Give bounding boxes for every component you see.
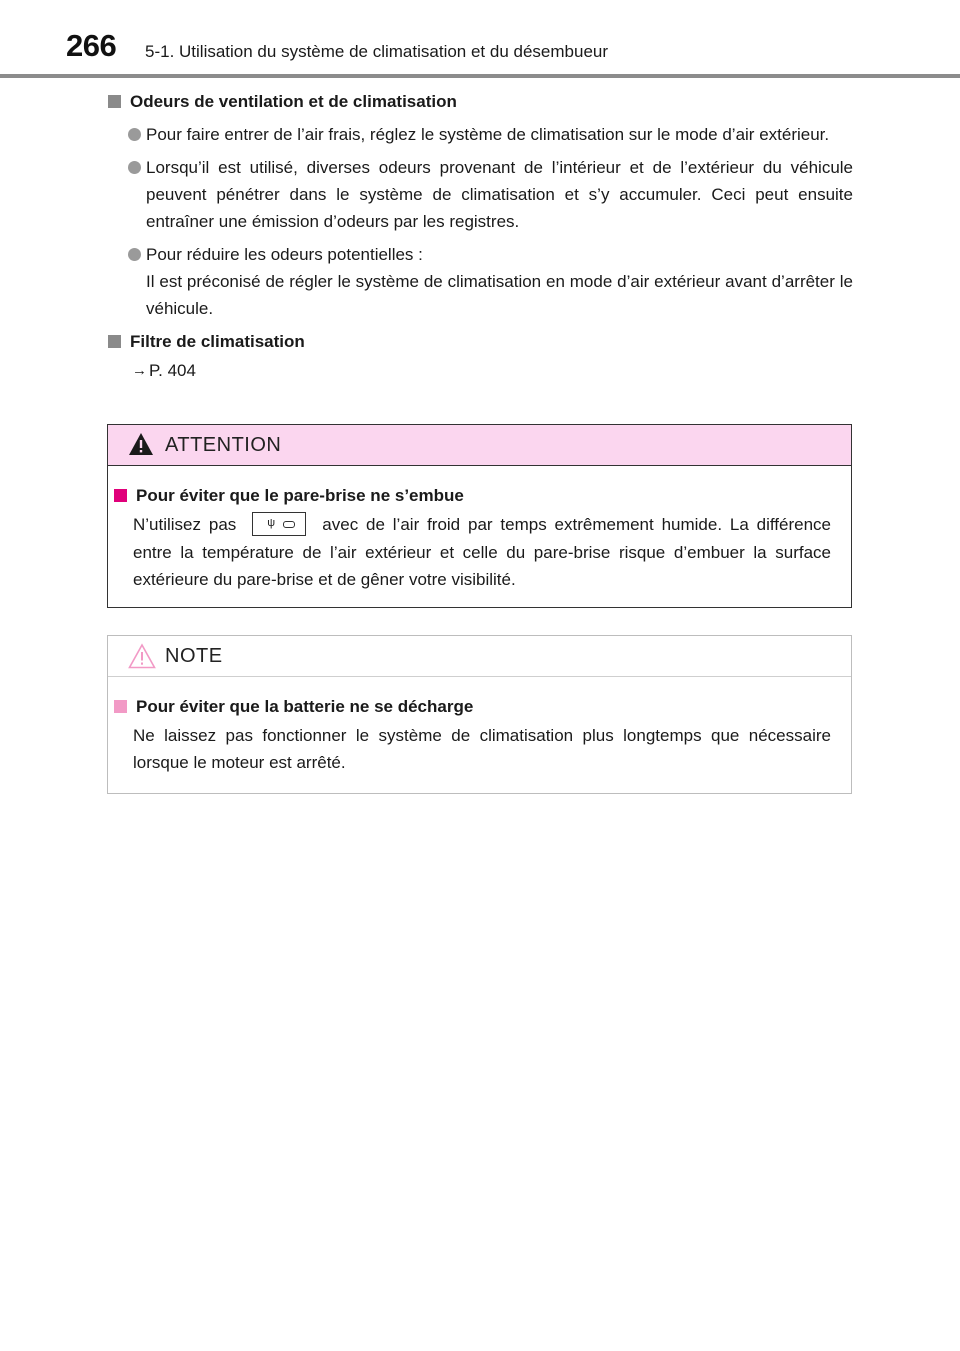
note-subheading bbox=[114, 693, 831, 720]
square-bullet-icon bbox=[108, 95, 121, 108]
page-number: 266 bbox=[66, 28, 117, 63]
section-title: Odeurs de ventilation et de climatisation bbox=[130, 92, 457, 111]
attention-title: ATTENTION bbox=[165, 434, 282, 456]
attention-text-before: N’utilisez pas bbox=[133, 515, 237, 534]
note-box bbox=[107, 635, 852, 794]
attention-header bbox=[108, 425, 851, 466]
header-rule bbox=[0, 74, 960, 78]
windshield-defogger-icon: ψ bbox=[252, 512, 306, 536]
attention-text bbox=[114, 511, 831, 593]
list-item bbox=[108, 121, 853, 148]
page-reference[interactable] bbox=[108, 355, 853, 385]
square-bullet-icon bbox=[114, 700, 127, 713]
section-title: Filtre de climatisation bbox=[130, 332, 305, 351]
page-header bbox=[0, 0, 960, 80]
main-content bbox=[108, 88, 853, 385]
note-subhead: Pour éviter que la batterie ne se décharge bbox=[136, 697, 474, 716]
note-body bbox=[108, 677, 851, 776]
bullet-text: Lorsqu’il est utilisé, diverses odeurs provenant de l’intérieur et de l’extérieur du véhicule peuvent pénétrer dans le système de climatisation et s’y accumuler. Ceci peut ensuite entraîner une émission d’odeurs par les registres. bbox=[146, 158, 853, 231]
round-bullet-icon bbox=[128, 248, 141, 261]
list-item bbox=[108, 154, 853, 235]
square-bullet-icon bbox=[114, 489, 127, 502]
bullet-text: Pour réduire les odeurs potentielles : bbox=[146, 245, 423, 264]
round-bullet-icon bbox=[128, 161, 141, 174]
bullet-text: Il est préconisé de régler le système de climatisation en mode d’air extérieur avant d’arrêter le véhicule. bbox=[146, 272, 853, 318]
attention-body bbox=[108, 466, 851, 593]
chapter-title: 5-1. Utilisation du système de climatisation et du désembueur bbox=[145, 42, 609, 61]
list-item bbox=[108, 241, 853, 322]
attention-subhead: Pour éviter que le pare-brise ne s’embue bbox=[136, 486, 464, 505]
square-bullet-icon bbox=[108, 335, 121, 348]
note-header bbox=[108, 636, 851, 677]
bullet-text: Pour faire entrer de l’air frais, réglez le système de climatisation sur le mode d’air extérieur. bbox=[146, 125, 830, 144]
reference-text[interactable]: P. 404 bbox=[149, 360, 196, 380]
note-title: NOTE bbox=[165, 645, 223, 667]
arrow-right-icon: → bbox=[132, 361, 147, 379]
attention-text-after: avec de l’air froid par temps extrêmement humide. La différence entre la température de l’air extérieur et celle du pare-brise risque d’embuer la surface extérieure du pare-brise et de gêner votre visibilité. bbox=[133, 515, 831, 590]
section-heading bbox=[108, 88, 853, 115]
caution-triangle-icon bbox=[128, 643, 156, 669]
note-text: Ne laissez pas fonctionner le système de climatisation plus longtemps que nécessaire lorsque le moteur est arrêté. bbox=[133, 726, 831, 772]
attention-box bbox=[107, 424, 852, 608]
section-heading bbox=[108, 328, 853, 355]
attention-subheading bbox=[114, 482, 831, 509]
warning-triangle-icon bbox=[128, 432, 154, 456]
round-bullet-icon bbox=[128, 128, 141, 141]
